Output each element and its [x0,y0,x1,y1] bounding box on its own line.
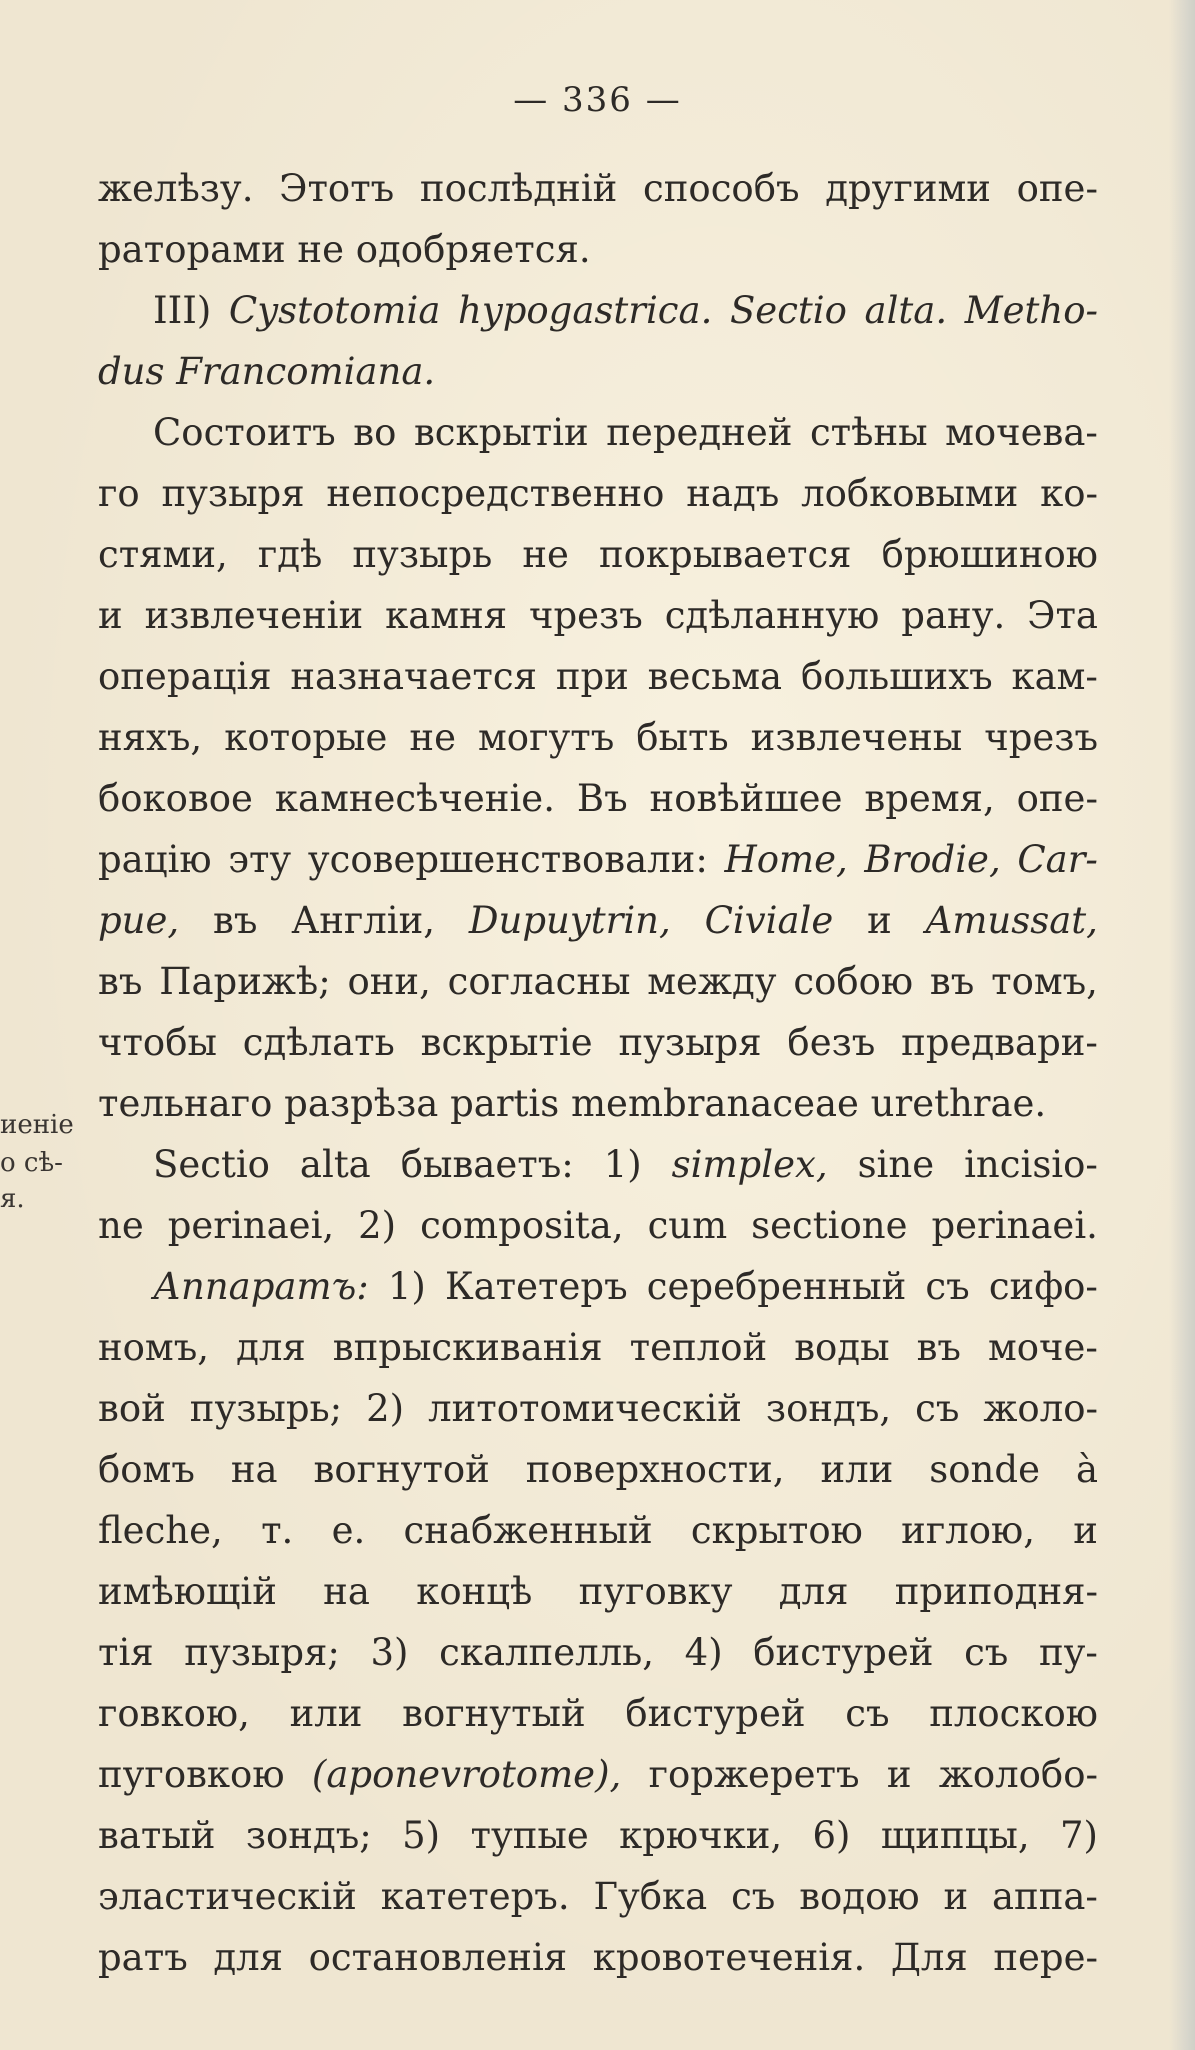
body-text [98,158,1098,1988]
word: вогнутой [313,1448,490,1491]
text-line [98,1744,1098,1805]
word: sonde [929,1448,1040,1491]
text-line [98,341,1098,402]
word: передней [606,411,793,454]
word: Amussat, [925,899,1098,942]
word: тельнаго разрѣза partis membranaceae urethrae. [98,1082,1047,1125]
word: Sectio [729,289,847,332]
word: sine [857,1143,935,1186]
text-line [98,890,1098,951]
page-number: — 336 — [513,80,682,120]
word: sectione [751,1204,908,1247]
word: съ [845,1692,890,1735]
word: литотомическiй [428,1387,742,1430]
word: perinaei, [167,1204,335,1247]
word: говкою, [98,1692,250,1735]
word: извлечены [750,716,963,759]
text-line [98,1256,1098,1317]
word: или [820,1448,894,1491]
text-line [98,1683,1098,1744]
word: въ [213,899,258,942]
text-line [98,1073,1098,1134]
word: à [1075,1448,1098,1491]
word: и [886,1753,912,1796]
word: ne [98,1204,144,1247]
word: incisio- [964,1143,1098,1186]
word: надъ [686,472,780,515]
text-line [98,1561,1098,1622]
word: во [353,411,397,454]
word: ватый [98,1814,216,1857]
word: предвари- [901,1021,1098,1064]
word: извлеченiи [144,594,364,637]
word: опе- [1016,167,1098,210]
word: весьма [647,655,783,698]
word: пузыря [161,472,305,515]
word: эту [228,838,292,881]
word: на [323,1570,370,1613]
text-line [98,463,1098,524]
word: сдѣлать [242,1021,395,1064]
word: Sectio [153,1143,270,1186]
word: Civiale [704,899,834,942]
word: Dupuytrin, [468,899,671,942]
word: cum [647,1204,728,1247]
word: alta [299,1143,371,1186]
text-line [98,829,1098,890]
word: 2) [358,1204,397,1247]
word: 6) [812,1814,851,1857]
word: рацiю [98,838,212,881]
word: при [555,655,629,698]
word: пу- [1038,1631,1098,1674]
word: непосредственно [326,472,665,515]
word: скалпелль, [439,1631,655,1674]
word: 1) [387,1265,426,1308]
word: и [867,899,892,942]
word: чтобы [98,1021,217,1064]
word: стями, [98,533,228,576]
word: горжеретъ [648,1753,860,1796]
word: согласны [447,960,631,1003]
word: большихъ [800,655,993,698]
word: 2) [366,1387,405,1430]
word: плоскою [929,1692,1098,1735]
word: рану. [901,594,1006,637]
word: Этотъ [279,167,395,210]
text-line [98,402,1098,463]
word: зондъ, [765,1387,892,1430]
word: кам- [1011,655,1098,698]
word: стѣны [809,411,928,454]
word: не [409,716,456,759]
word: катетеръ. [380,1875,570,1918]
word: т. [261,1509,294,1552]
word: аппа- [991,1875,1098,1918]
word: Cystotomia [228,289,441,332]
word: пуговкою [98,1753,285,1796]
word: Въ [576,777,628,820]
word: чрезъ [529,594,643,637]
word: пузырь [352,533,493,576]
word: водою [799,1875,920,1918]
word: камня [385,594,508,637]
word: крючки, [619,1814,783,1857]
text-line [98,280,1098,341]
text-line [98,1195,1098,1256]
word: вскрытiи [413,411,589,454]
text-line [98,585,1098,646]
text-line [98,707,1098,768]
word: пузыря [618,1021,762,1064]
text-line [98,1134,1098,1195]
word: для [236,1326,306,1369]
word: или [289,1692,363,1735]
word: для [778,1570,849,1613]
word: Home, [724,838,848,881]
word: го [98,472,140,515]
word: съ [964,1631,1009,1674]
word: камнесѣченiе. [274,777,555,820]
word: способъ [643,167,800,210]
word: иглою, [901,1509,1035,1552]
word: безъ [787,1021,876,1064]
word: alta. [864,289,948,332]
word: и [1073,1509,1098,1552]
word: съ [915,1387,960,1430]
text-line [98,1012,1098,1073]
word: въ [916,1326,961,1369]
word: могутъ [478,716,615,759]
word: время, [864,777,995,820]
text-line [98,219,1098,280]
word: въ [929,960,975,1003]
word: perinaei. [931,1204,1098,1247]
text-line [98,768,1098,829]
word: III) [153,289,212,332]
text-line [98,158,1098,219]
word: раторами не одобряется. [98,228,591,271]
word: сифо- [988,1265,1098,1308]
word: лобковыми [801,472,1019,515]
word: (aponevrotome), [311,1753,622,1796]
word: вогнутый [402,1692,586,1735]
word: воды [794,1326,890,1369]
word: Парижѣ; [159,960,331,1003]
text-line [98,1805,1098,1866]
word: желѣзу. [98,167,254,210]
word: Metho- [964,289,1098,332]
word: впрыскиванiя [332,1326,603,1369]
word: бываетъ: [400,1143,574,1186]
word: теплой [629,1326,768,1369]
word: Губка [593,1875,708,1918]
word: simplex, [671,1143,828,1186]
word: эластическiй [98,1875,357,1918]
word: номъ, [98,1326,210,1369]
word: концѣ [416,1570,533,1613]
text-line [98,1622,1098,1683]
word: вой [98,1387,166,1430]
text-line [98,524,1098,585]
word: мочева- [945,411,1098,454]
word: и [943,1875,969,1918]
text-line [98,1500,1098,1561]
word: pue, [98,899,180,942]
text-line [98,1866,1098,1927]
text-line [98,1439,1098,1500]
word: боковое [98,777,253,820]
word: брюшиною [881,533,1098,576]
margin-note-3: я. [0,1184,25,1214]
word: съ [925,1265,970,1308]
word: Car- [1017,838,1098,881]
word: 4) [684,1631,723,1674]
word: между [647,960,777,1003]
word: покрывается [599,533,852,576]
word: пузыря; [184,1631,340,1674]
word: которые [224,716,388,759]
word: 7) [1059,1814,1098,1857]
word: бомъ [98,1448,195,1491]
word: вскрытiе [420,1021,593,1064]
text-line [98,1378,1098,1439]
word: назначается [290,655,537,698]
word: жолобо- [938,1753,1098,1796]
word: не [522,533,569,576]
word: гдѣ [257,533,323,576]
text-line [98,646,1098,707]
word: скрытою [690,1509,863,1552]
word: Состоитъ [153,411,336,454]
word: кровотеченiя. [592,1936,866,1979]
word: Brodie, [864,838,1001,881]
word: тiя [98,1631,154,1674]
word: бистурей [625,1692,806,1735]
word: ко- [1040,472,1098,515]
word: hypogastrica. [457,289,713,332]
word: 3) [370,1631,409,1674]
word: приподня- [894,1570,1098,1613]
word: серебренный [646,1265,907,1308]
word: послѣднiй [419,167,618,210]
word: быть [636,716,729,759]
word: composita, [420,1204,624,1247]
word: опе- [1016,777,1098,820]
word: Аппаратъ: [153,1265,369,1308]
word: зондъ; [245,1814,372,1857]
word: Эта [1027,594,1098,637]
word: и [98,594,123,637]
word: пуговку [578,1570,733,1613]
word: сдѣланную [664,594,880,637]
word: е. [331,1509,366,1552]
word: 5) [402,1814,441,1857]
word: другими [825,167,991,210]
word: Для [890,1936,968,1979]
word: съ [731,1875,776,1918]
word: Англiи, [291,899,436,942]
word: Катетеръ [444,1265,628,1308]
word: поверхности, [525,1448,785,1491]
word: операцiя [98,655,272,698]
word: пузырь; [189,1387,343,1430]
word: остановленiя [308,1936,568,1979]
word: пере- [993,1936,1098,1979]
text-line [98,1317,1098,1378]
word: въ [98,960,143,1003]
word: тупые [470,1814,589,1857]
word: томъ, [991,960,1098,1003]
word: няхъ, [98,716,203,759]
word: 1) [603,1143,642,1186]
text-line [98,951,1098,1012]
word: чрезъ [984,716,1098,759]
word: усовершенствовали: [307,838,708,881]
word: жоло- [983,1387,1098,1430]
word: щипцы, [880,1814,1030,1857]
word: снабженный [403,1509,653,1552]
word: ратъ [98,1936,188,1979]
page-edge [1169,0,1195,2050]
margin-note-2: о сѣ- [0,1148,63,1178]
word: dus Francomiana. [98,350,436,393]
word: для [213,1936,283,1979]
text-line [98,1927,1098,1988]
word: fleche, [98,1509,223,1552]
word: на [230,1448,278,1491]
word: бистурей [753,1631,934,1674]
word: моче- [988,1326,1098,1369]
margin-note-1: иенie [0,1110,74,1140]
word: собою [793,960,914,1003]
word: новѣйшее [649,777,843,820]
word: они, [347,960,431,1003]
word: имѣющiй [98,1570,277,1613]
